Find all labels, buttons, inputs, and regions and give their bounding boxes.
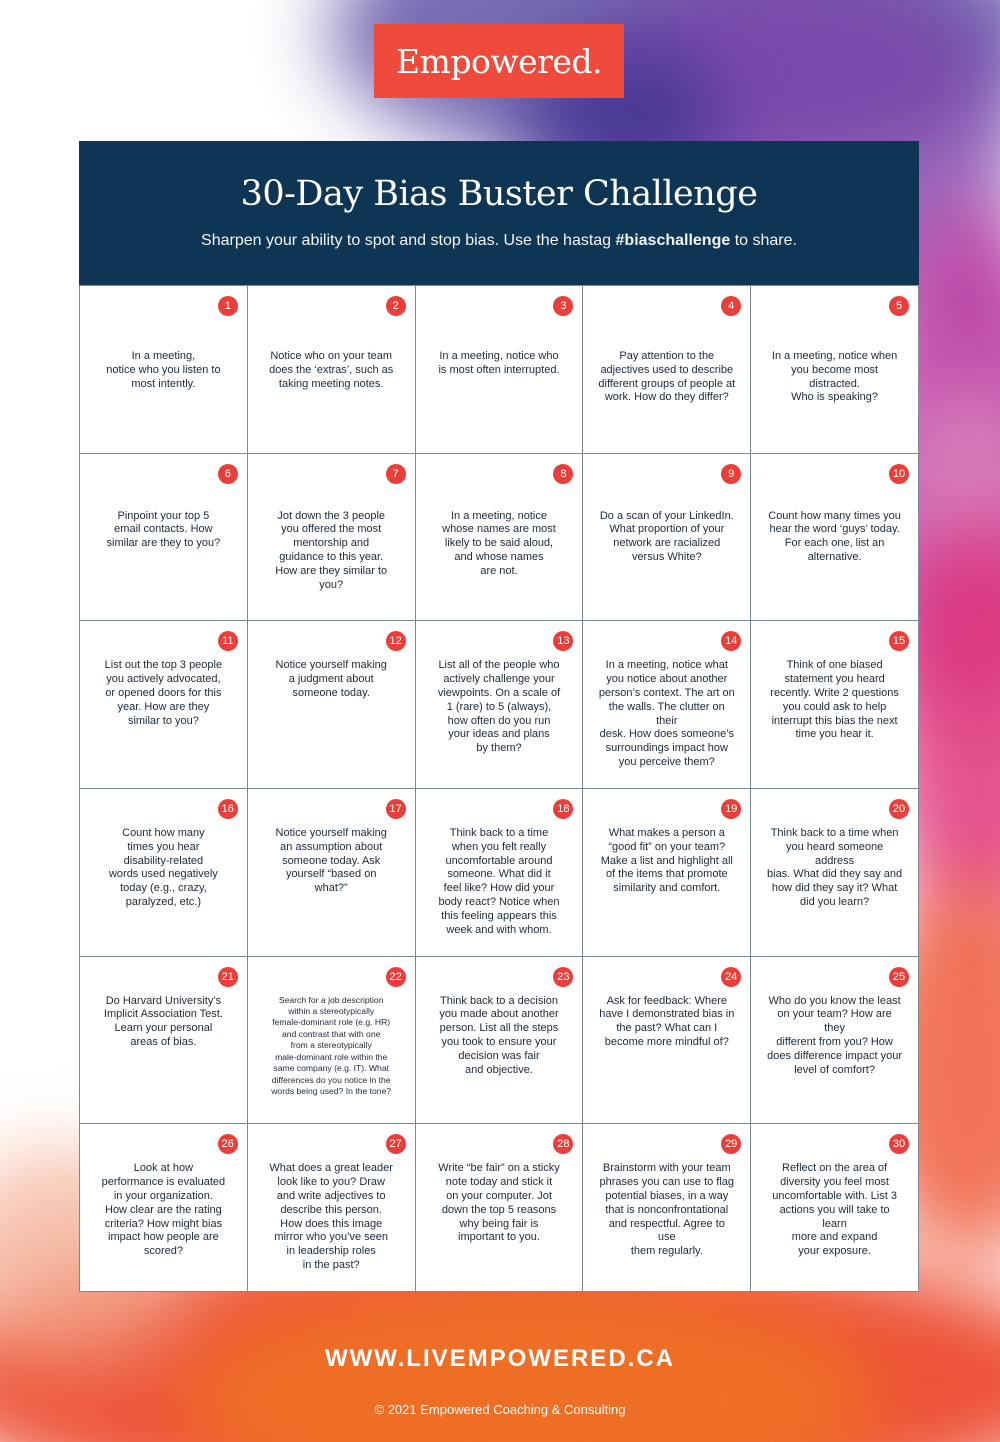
day-number-badge: 29: [721, 1134, 741, 1154]
day-cell: [80, 789, 248, 957]
day-number-badge: 3: [553, 296, 573, 316]
day-task: Notice who on your team does the ‘extras’, such as taking meeting notes.: [269, 350, 394, 390]
day-cell: [416, 286, 584, 454]
day-task: Think back to a time when you heard someone address bias. What did they say and how did they say it? What did you learn?: [767, 827, 903, 908]
day-number-badge: 25: [889, 967, 909, 987]
day-cell: [416, 1124, 584, 1292]
day-cell: [416, 957, 584, 1125]
day-task: Look at how performance is evaluated in your organization. How clear are the rating criteria? How might bias impact how people are scored?: [101, 1162, 226, 1258]
brand-logo: Empowered.: [374, 24, 624, 98]
day-cell: [80, 621, 248, 789]
day-task: Count how many times you hear the word ‘guys’ today. For each one, list an alternative.: [768, 509, 901, 564]
day-task: Notice yourself making an assumption about someone today. Ask yourself “based on what?”: [275, 827, 387, 895]
day-cell: [80, 957, 248, 1125]
day-number-badge: 27: [386, 1134, 406, 1154]
day-number-badge: 14: [721, 631, 741, 651]
day-cell: [751, 621, 919, 789]
day-cell: [416, 454, 584, 622]
copyright-notice: © 2021 Empowered Coaching & Consulting: [374, 1402, 626, 1417]
day-number-badge: 17: [386, 799, 406, 819]
day-number-badge: 26: [218, 1134, 238, 1154]
day-cell: [583, 1124, 751, 1292]
day-task: In a meeting, notice whose names are most likely to be said aloud, and whose names are not.: [442, 509, 556, 577]
day-number-badge: 20: [889, 799, 909, 819]
day-task: Jot down the 3 people you offered the most mentorship and guidance to this year. How are they similar to you?: [275, 509, 388, 591]
day-task: Brainstorm with your team phrases you can use to flag potential biases, in a way that is nonconfrontational and respectful. Agree to use them regularly.: [599, 1162, 735, 1258]
day-number-badge: 30: [889, 1134, 909, 1154]
day-cell: [80, 1124, 248, 1292]
day-number-badge: 23: [553, 967, 573, 987]
day-number-badge: 6: [218, 464, 238, 484]
day-number-badge: 28: [553, 1134, 573, 1154]
day-cell: [248, 1124, 416, 1292]
challenge-header: [79, 141, 919, 285]
day-number-badge: 16: [218, 799, 238, 819]
day-task: Write “be fair” on a sticky note today and stick it on your computer. Jot down the top 5 reasons why being fair is important to you.: [438, 1162, 560, 1244]
day-cell: [583, 286, 751, 454]
day-cell: [416, 621, 584, 789]
day-task: Count how many times you hear disability-related words used negatively today (e.g., crazy, paralyzed, etc.): [108, 827, 218, 908]
day-number-badge: 5: [889, 296, 909, 316]
page-title: 30-Day Bias Buster Challenge: [240, 174, 758, 214]
day-task: What does a great leader look like to you? Draw and write adjectives to describe this person. How does this image mirror who you’ve seen in leadership roles in the past?: [269, 1162, 393, 1271]
day-number-badge: 7: [386, 464, 406, 484]
day-cell: [583, 454, 751, 622]
day-task: Think of one biased statement you heard recently. Write 2 questions you could ask to help interrupt this bias the next time you hear it.: [770, 659, 899, 741]
day-cell: [248, 621, 416, 789]
day-cell: [751, 957, 919, 1125]
day-cell: [583, 957, 751, 1125]
subtitle-text-end: to share.: [730, 232, 797, 249]
day-task: Pay attention to the adjectives used to describe different groups of people at work. How do they differ?: [598, 350, 736, 404]
day-cell: [248, 454, 416, 622]
day-number-badge: 18: [553, 799, 573, 819]
day-number-badge: 15: [889, 631, 909, 651]
hashtag: #biaschallenge: [615, 232, 731, 249]
day-task: Do Harvard University’s Implicit Association Test. Learn your personal areas of bias.: [103, 994, 223, 1049]
day-task: In a meeting, notice when you become most distracted. Who is speaking?: [771, 350, 898, 404]
day-number-badge: 12: [386, 631, 406, 651]
day-task: Think back to a time when you felt really uncomfortable around someone. What did it feel like? How did your body react? Notice when this feeling appears this week and with whom.: [438, 827, 560, 936]
day-cell: [583, 789, 751, 957]
page-subtitle: [79, 232, 919, 250]
day-cell: [248, 286, 416, 454]
day-task: In a meeting, notice who you listen to most intently.: [106, 350, 221, 390]
day-number-badge: 21: [218, 967, 238, 987]
day-number-badge: 22: [386, 967, 406, 987]
day-number-badge: 9: [721, 464, 741, 484]
day-task: Notice yourself making a judgment about someone today.: [275, 659, 387, 699]
day-number-badge: 10: [889, 464, 909, 484]
day-number-badge: 24: [721, 967, 741, 987]
day-number-badge: 1: [218, 296, 238, 316]
day-task: In a meeting, notice who is most often interrupted.: [438, 350, 560, 376]
day-task: Think back to a decision you made about another person. List all the steps you took to ensure your decision was fair and objective.: [439, 994, 559, 1076]
day-cell: [416, 789, 584, 957]
day-task: Search for a job description within a stereotypically female-dominant role (e.g. HR) and contrast that with one from a stereotypically male-dominant role within the same company (e.g. IT). What differences do you notice in the words being used? In the tone?: [271, 994, 392, 1096]
day-number-badge: 2: [386, 296, 406, 316]
day-task: What makes a person a “good fit” on your team? Make a list and highlight all of the items that promote similarity and comfort.: [600, 827, 733, 895]
website-link[interactable]: WWW.LIVEMPOWERED.CA: [325, 1345, 675, 1372]
day-cell: [248, 957, 416, 1125]
day-task: In a meeting, notice what you notice about another person’s context. The art on the walls. The clutter on their desk. How does someone’s surroundings impact how you perceive them?: [598, 659, 735, 768]
day-task: Reflect on the area of diversity you feel most uncomfortable with. List 3 actions you will take to learn more and expand your exposure.: [772, 1162, 897, 1258]
subtitle-text: Sharpen your ability to spot and stop bias. Use the hastag: [201, 232, 616, 249]
day-task: List out the top 3 people you actively advocated, or opened doors for this year. How are they similar to you?: [104, 659, 223, 727]
day-task: Do a scan of your LinkedIn. What proportion of your network are racialized versus White?: [599, 509, 734, 564]
day-cell: [751, 789, 919, 957]
day-number-badge: 4: [721, 296, 741, 316]
day-cell: [751, 286, 919, 454]
day-task: List all of the people who actively challenge your viewpoints. On a scale of 1 (rare) to 5 (always), how often do you run your ideas and plans by them?: [437, 659, 561, 755]
day-cell: [80, 454, 248, 622]
day-task: Who do you know the least on your team? How are they different from you? How does difference impact your level of comfort?: [767, 994, 903, 1076]
day-number-badge: 11: [218, 631, 238, 651]
challenge-grid: [79, 285, 919, 1292]
day-number-badge: 8: [553, 464, 573, 484]
day-cell: [751, 1124, 919, 1292]
day-number-badge: 13: [553, 631, 573, 651]
day-cell: [248, 789, 416, 957]
day-task: Ask for feedback: Where have I demonstrated bias in the past? What can I become more mindful of?: [599, 994, 735, 1049]
day-number-badge: 19: [721, 799, 741, 819]
day-cell: [751, 454, 919, 622]
day-cell: [583, 621, 751, 789]
day-cell: [80, 286, 248, 454]
day-task: Pinpoint your top 5 email contacts. How similar are they to you?: [106, 509, 221, 550]
